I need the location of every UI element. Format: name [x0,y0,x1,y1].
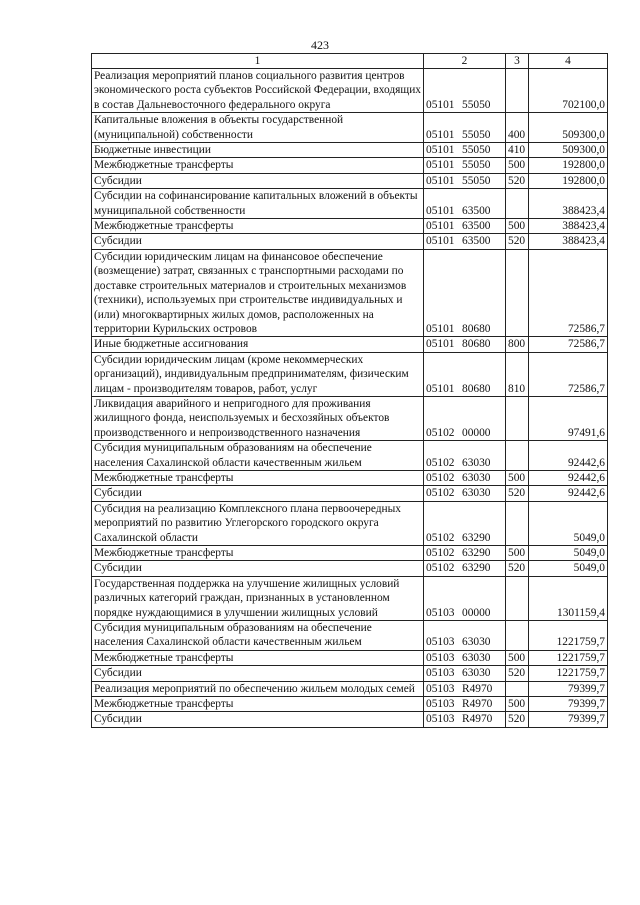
section-code: 05103 [426,667,455,680]
table-row [92,219,608,234]
row-name-cell: Государственная поддержка на улучшение жилищных условий различных категорий граждан, признанных в установленном порядке нуждающимися в улучшении жилищных условий [92,576,424,620]
table-row [92,173,608,188]
row-sum-cell: 92442,6 [529,486,608,501]
target-code: 63290 [462,531,491,544]
target-code: 63030 [462,667,491,680]
row-code-cell [424,697,506,712]
row-type-cell: 800 [506,337,529,352]
row-sum-cell: 1221759,7 [529,621,608,651]
table-row [92,249,608,336]
row-name-cell: Реализация мероприятий планов социального развития центров экономического роста субъектов Российской Федерации, входящих в состав Дальневосточного федерального округа [92,69,424,113]
section-code: 05102 [426,471,455,484]
row-name-cell: Межбюджетные трансферты [92,158,424,173]
row-type-cell: 520 [506,173,529,188]
table-body [92,69,608,728]
row-type-cell: 520 [506,234,529,249]
row-type-cell: 520 [506,666,529,681]
row-type-cell [506,189,529,219]
row-name-cell: Субсидии [92,173,424,188]
table-row [92,234,608,249]
row-sum-cell: 72586,7 [529,249,608,336]
row-type-cell: 500 [506,470,529,485]
row-name-cell: Субсидии [92,561,424,576]
target-code: 80680 [462,382,491,395]
row-name-cell: Субсидии [92,712,424,727]
row-name-cell: Субсидии на софинансирование капитальных вложений в объекты муниципальной собственности [92,189,424,219]
row-sum-cell: 5049,0 [529,561,608,576]
table-row [92,666,608,681]
row-name-cell: Капитальные вложения в объекты государственной (муниципальной) собственности [92,113,424,143]
target-code: 80680 [462,322,491,335]
row-name-cell: Реализация мероприятий по обеспечению жильем молодых семей [92,681,424,696]
row-code-cell [424,441,506,471]
section-code: 05101 [426,382,455,395]
row-type-cell: 500 [506,697,529,712]
target-code: 80680 [462,338,491,351]
row-sum-cell: 79399,7 [529,697,608,712]
header-col-2: 2 [424,54,506,69]
row-name-cell: Субсидия на реализацию Комплексного плана первоочередных мероприятий по развитию Углегорского городского округа Сахалинской области [92,501,424,545]
row-sum-cell: 192800,0 [529,173,608,188]
row-name-cell: Иные бюджетные ассигнования [92,337,424,352]
target-code: 63030 [462,456,491,469]
row-code-cell [424,173,506,188]
row-code-cell [424,249,506,336]
row-type-cell: 500 [506,546,529,561]
row-code-cell [424,576,506,620]
row-code-cell [424,470,506,485]
row-type-cell: 520 [506,561,529,576]
row-type-cell: 400 [506,113,529,143]
target-code: 63030 [462,651,491,664]
row-name-cell: Субсидия муниципальным образованиям на обеспечение населения Сахалинской области качественным жильем [92,441,424,471]
section-code: 05101 [426,174,455,187]
row-sum-cell: 79399,7 [529,681,608,696]
target-code: 55050 [462,174,491,187]
row-type-cell: 810 [506,352,529,396]
row-code-cell [424,561,506,576]
header-col-4: 4 [529,54,608,69]
row-name-cell: Межбюджетные трансферты [92,546,424,561]
table-row [92,681,608,696]
row-sum-cell: 97491,6 [529,396,608,440]
row-type-cell: 520 [506,712,529,727]
table-row [92,143,608,158]
table-row [92,189,608,219]
row-type-cell: 500 [506,650,529,665]
row-code-cell [424,337,506,352]
row-sum-cell: 1221759,7 [529,666,608,681]
row-sum-cell: 92442,6 [529,441,608,471]
row-type-cell [506,441,529,471]
table-row [92,712,608,727]
row-sum-cell: 702100,0 [529,69,608,113]
row-name-cell: Субсидия муниципальным образованиям на обеспечение населения Сахалинской области качественным жильем [92,621,424,651]
row-type-cell [506,69,529,113]
target-code: 63030 [462,471,491,484]
budget-table [91,53,608,728]
row-sum-cell: 92442,6 [529,470,608,485]
table-row [92,546,608,561]
section-code: 05102 [426,562,455,575]
row-type-cell [506,621,529,651]
row-code-cell [424,650,506,665]
target-code: 63290 [462,547,491,559]
row-code-cell [424,219,506,234]
row-name-cell: Ликвидация аварийного и непригодного для проживания жилищного фонда, неиспользуемых и бесхозяйных объектов производственного и непроизводственного назначения [92,396,424,440]
row-type-cell: 410 [506,143,529,158]
section-code: 05102 [426,426,455,439]
row-sum-cell: 5049,0 [529,546,608,561]
row-name-cell: Межбюджетные трансферты [92,650,424,665]
target-code: 63290 [462,562,491,575]
target-code: 63030 [462,636,491,649]
row-name-cell: Субсидии [92,666,424,681]
target-code: 55050 [462,128,491,141]
row-code-cell [424,712,506,727]
target-code: 63030 [462,487,491,500]
row-name-cell: Субсидии [92,234,424,249]
target-code: 63500 [462,235,491,248]
section-code: 05102 [426,547,455,559]
table-row [92,352,608,396]
row-sum-cell: 72586,7 [529,352,608,396]
row-sum-cell: 388423,4 [529,189,608,219]
row-code-cell [424,546,506,561]
row-code-cell [424,396,506,440]
section-code: 05103 [426,651,455,664]
row-sum-cell: 192800,0 [529,158,608,173]
section-code: 05103 [426,713,455,726]
table-row [92,337,608,352]
row-code-cell [424,486,506,501]
row-code-cell [424,234,506,249]
row-code-cell [424,666,506,681]
section-code: 05101 [426,235,455,248]
header-row [92,54,608,69]
row-code-cell [424,501,506,545]
target-code: R4970 [462,698,493,711]
row-name-cell: Субсидии [92,486,424,501]
table-row [92,501,608,545]
row-type-cell [506,576,529,620]
table-row [92,576,608,620]
row-sum-cell: 79399,7 [529,712,608,727]
row-sum-cell: 72586,7 [529,337,608,352]
page-number: 423 [311,38,329,52]
row-type-cell [506,249,529,336]
header-col-3: 3 [506,54,529,69]
section-code: 05101 [426,322,455,335]
section-code: 05101 [426,144,455,157]
target-code: R4970 [462,682,493,695]
row-sum-cell: 1221759,7 [529,650,608,665]
row-name-cell: Бюджетные инвестиции [92,143,424,158]
target-code: R4970 [462,713,493,726]
row-type-cell: 520 [506,486,529,501]
row-name-cell: Межбюджетные трансферты [92,470,424,485]
target-code: 55050 [462,98,491,111]
row-name-cell: Субсидии юридическим лицам (кроме некоммерческих организаций), индивидуальным предпринимателям, физическим лицам - производителям товаров, работ, услуг [92,352,424,396]
row-sum-cell: 509300,0 [529,143,608,158]
row-sum-cell: 509300,0 [529,113,608,143]
table-row [92,697,608,712]
table-row [92,69,608,113]
section-code: 05101 [426,220,455,233]
section-code: 05101 [426,98,455,111]
table-row [92,470,608,485]
target-code: 00000 [462,426,491,439]
target-code: 63500 [462,204,491,217]
row-type-cell [506,501,529,545]
section-code: 05103 [426,606,455,619]
table-row [92,486,608,501]
table-row [92,158,608,173]
header-col-1: 1 [92,54,424,69]
row-code-cell [424,113,506,143]
row-type-cell: 500 [506,219,529,234]
section-code: 05101 [426,338,455,351]
row-name-cell: Субсидии юридическим лицам на финансовое обеспечение (возмещение) затрат, связанных с транспортными расходами по доставке строительных материалов и строительных механизмов (техники), используемых при строительстве индивидуальных и (или) многоквартирных жилых домов, расположенных на территории Курильских островов [92,249,424,336]
section-code: 05103 [426,682,455,695]
row-sum-cell: 388423,4 [529,234,608,249]
table-row [92,561,608,576]
table-row [92,113,608,143]
section-code: 05102 [426,456,455,469]
section-code: 05102 [426,531,455,544]
row-code-cell [424,189,506,219]
row-sum-cell: 1301159,4 [529,576,608,620]
row-sum-cell: 5049,0 [529,501,608,545]
row-code-cell [424,143,506,158]
row-type-cell [506,396,529,440]
section-code: 05103 [426,636,455,649]
target-code: 63500 [462,220,491,233]
section-code: 05101 [426,159,455,172]
row-sum-cell: 388423,4 [529,219,608,234]
target-code: 55050 [462,144,491,157]
row-code-cell [424,621,506,651]
row-code-cell [424,69,506,113]
target-code: 00000 [462,606,491,619]
row-code-cell [424,681,506,696]
table-row [92,621,608,651]
section-code: 05103 [426,698,455,711]
row-name-cell: Межбюджетные трансферты [92,697,424,712]
target-code: 55050 [462,159,491,172]
section-code: 05102 [426,487,455,500]
section-code: 05101 [426,204,455,217]
section-code: 05101 [426,128,455,141]
table-row [92,650,608,665]
row-code-cell [424,158,506,173]
row-name-cell: Межбюджетные трансферты [92,219,424,234]
row-code-cell [424,352,506,396]
table-row [92,396,608,440]
row-type-cell: 500 [506,158,529,173]
table-header [92,54,608,69]
table-row [92,441,608,471]
row-type-cell [506,681,529,696]
